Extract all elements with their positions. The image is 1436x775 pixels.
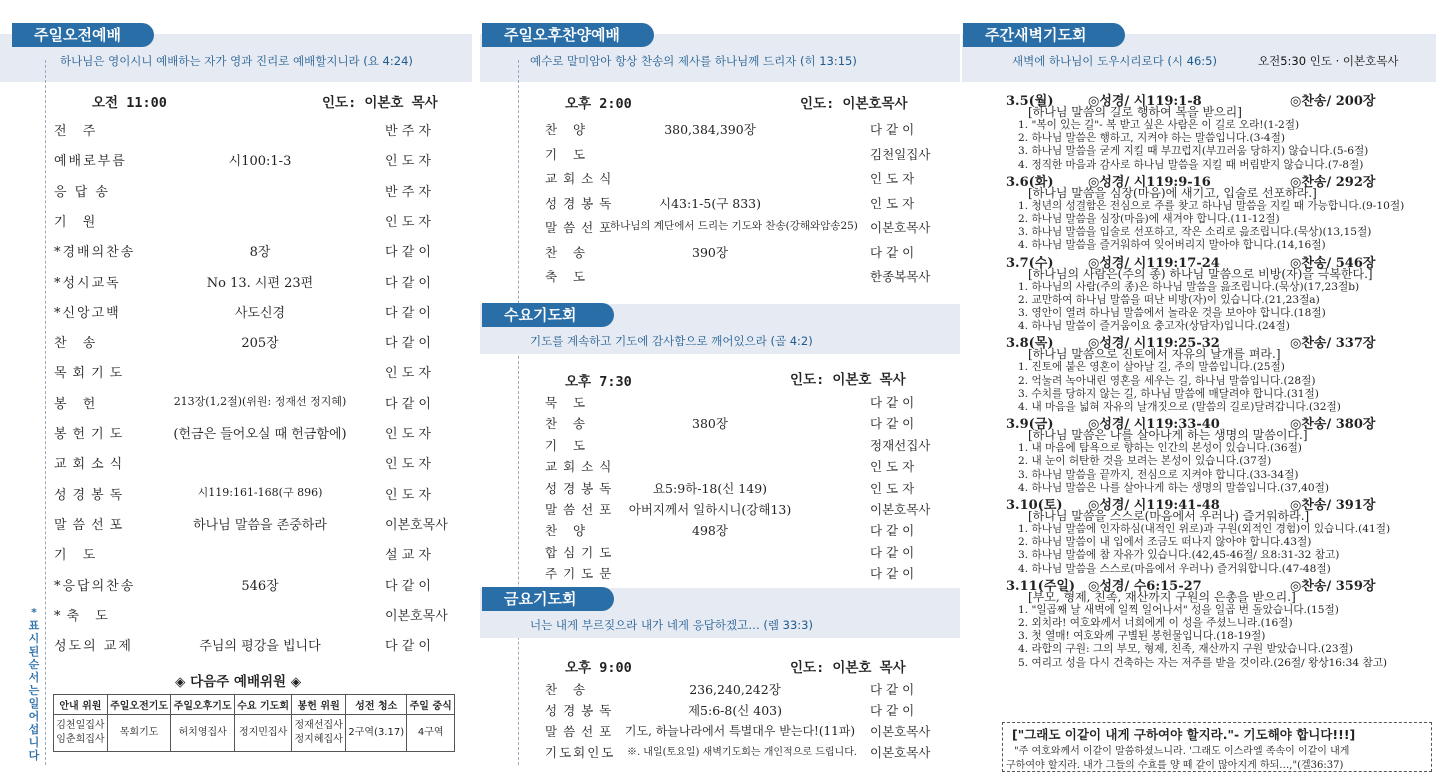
order-person: 다 같 이 <box>870 682 915 697</box>
day-point: 3. 하나님 말씀에 참 자유가 있습니다.(42,45-46절/ 요8:31-32 참고) <box>1018 549 1340 562</box>
day-point: 1. 진토에 붙은 영혼이 살아날 길, 주의 말씀입니다.(25절) <box>1018 361 1285 374</box>
wednesday-leader: 인도: 이본호 목사 <box>790 372 906 388</box>
day-date: 3.9(금) <box>1006 417 1054 433</box>
day-point: 2. 외치라! 여호와께서 너희에게 이 성을 주셨느니라.(16절) <box>1018 617 1293 629</box>
order-person: 반 주 자 <box>385 124 431 139</box>
order-content: 380,384,390장 <box>664 122 756 137</box>
dawn-service-title: 주간새벽기도회 <box>963 23 1125 47</box>
order-label: 말씀선포 <box>545 724 618 739</box>
morning-leader: 인도: 이본호 목사 <box>322 95 438 111</box>
wednesday-time: 오후 7:30 <box>565 374 632 390</box>
day-hymn: ◎찬송/ 200장 <box>1290 94 1376 109</box>
day-scripture: ◎성경/ 시119:17-24 <box>1088 255 1220 271</box>
order-label: 말씀선포 <box>54 517 129 533</box>
day-scripture: ◎성경/ 수6:15-27 <box>1088 578 1202 594</box>
order-person: 다 같 이 <box>385 639 431 655</box>
prayer-quote-line1: "주 여호와께서 이같이 말씀하셨느니라. '그래도 이스라엘 족속이 이같이 내게 <box>1014 746 1350 757</box>
day-point: 1. 내 마음에 탐욕으로 향하는 인간의 본성이 있습니다.(36절) <box>1018 442 1302 455</box>
order-content: 요5:9하-18(신 149) <box>652 480 768 496</box>
day-scripture: ◎성경/ 시119:41-48 <box>1088 498 1220 513</box>
day-point: 1. "복이 있는 길"- 복 받고 싶은 사람은 이 길로 오라!(1-2절) <box>1018 119 1300 131</box>
staff-value-cell: 정지민집사 <box>234 715 291 752</box>
order-label: 찬 송 <box>545 244 592 260</box>
order-label: 찬 양 <box>545 523 592 539</box>
order-content: 기도, 하늘나라에서 특별대우 받는다!(11파) <box>624 724 856 738</box>
order-label: *응답의찬송 <box>54 578 136 594</box>
day-hymn: ◎찬송/ 380장 <box>1290 417 1376 433</box>
order-content: (헌금은 들어오실 때 헌금함에) <box>173 427 347 442</box>
staff-header-cell: 주일 중식 <box>407 695 455 715</box>
friday-verse: 너는 내게 부르짖으라 내가 네게 응답하겠고… (렘 33:3) <box>530 618 813 632</box>
order-person: 다 같 이 <box>385 275 431 291</box>
order-person: 인 도 자 <box>870 195 915 211</box>
order-person: 이본호목사 <box>870 745 931 760</box>
day-hymn: ◎찬송/ 391장 <box>1290 498 1376 513</box>
order-person: 반 주 자 <box>385 184 431 200</box>
order-label: 찬 송 <box>545 682 592 697</box>
day-theme: [하나님 말씀의 길로 행하여 복을 받으리] <box>1028 105 1242 119</box>
order-person: 이본호목사 <box>870 502 931 517</box>
order-label: 성경봉독 <box>54 487 129 503</box>
day-point: 3. 하나님 말씀을 입술로 선포하고, 작은 소리로 읊조립니다.(묵상)(13,15절) <box>1018 226 1372 239</box>
day-point: 2. 하나님 말씀을 심장(마음)에 새겨야 합니다.(11-12절) <box>1018 213 1280 225</box>
day-point: 4. 하나님 말씀이 즐거움이요 충고자(상담자)입니다.(24절) <box>1018 320 1290 333</box>
day-theme: [하나님 말씀을 스스로(마음에서 우러나) 즐거워하라.] <box>1028 509 1310 523</box>
order-content: 390장 <box>692 244 728 260</box>
order-content: 하나님의 계단에서 드리는 기도와 찬송(강해와암송25) <box>610 220 858 232</box>
order-person: 인 도 자 <box>385 427 431 442</box>
staff-header-cell: 수요 기도회 <box>234 695 291 715</box>
prayer-quote-title: ["그래도 이같이 내게 구하여야 할지라."- 기도해야 합니다!!!] <box>1012 727 1356 742</box>
order-label: 찬 송 <box>54 336 102 352</box>
order-label: 주기도문 <box>545 566 618 582</box>
day-point: 2. 하나님 말씀이 내 입에서 조금도 떠나지 않아야 합니다.43절) <box>1018 536 1312 549</box>
staff-value-cell: 정재선집사 정지혜집사 <box>292 715 346 752</box>
day-theme: [부모, 형제, 친족, 재산까지 구원의 은총을 받으리.] <box>1028 589 1296 604</box>
order-person: 인 도 자 <box>385 457 431 473</box>
order-label: 봉헌기도 <box>54 427 129 442</box>
order-content: 8장 <box>249 245 271 261</box>
day-point: 4. 라합의 구원: 그의 부모, 형제, 친족, 재산까지 구원 받았습니다.(23절) <box>1018 643 1354 656</box>
order-content: 546장 <box>241 578 279 594</box>
day-theme: [하나님 말씀으로 진토에서 자유의 날개를 펴라.] <box>1028 347 1281 362</box>
order-label: *신앙고백 <box>54 305 121 321</box>
day-point: 1. "일곱째 날 새벽에 일찍 일어나서" 성을 일곱 번 돌았습니다.(15절) <box>1018 603 1339 616</box>
staff-header-row <box>54 695 455 715</box>
order-label: 예배로부름 <box>54 154 127 170</box>
day-hymn: ◎찬송/ 337장 <box>1290 336 1376 352</box>
order-label: 기 도 <box>545 437 592 453</box>
next-week-staff-table <box>53 694 455 752</box>
morning-verse: 하나님은 영이시니 예배하는 자가 영과 진리로 예배할지니라 (요 4:24) <box>60 54 413 68</box>
order-person: 다 같 이 <box>870 416 915 432</box>
order-person: 설 교 자 <box>385 548 431 564</box>
day-point: 4. 하나님 말씀을 스스로(마음에서 우러나) 즐거워합니다.(47-48절) <box>1018 562 1331 575</box>
day-date: 3.10(토) <box>1006 498 1063 513</box>
staff-header-cell: 안내 위원 <box>54 695 108 715</box>
order-person: 다 같 이 <box>385 245 431 261</box>
divider <box>518 60 519 765</box>
day-point: 1. 청년의 성결함은 전심으로 주를 찾고 하나님 말씀을 지킬 때 가능합니다.(9-10절) <box>1018 199 1405 212</box>
order-person: 김천일집사 <box>870 146 931 162</box>
day-hymn: ◎찬송/ 292장 <box>1290 174 1376 190</box>
day-point: 4. 정직한 마음과 감사로 하나님 말씀을 지킬 때 버림받지 않습니다.(7-8절) <box>1018 158 1364 171</box>
day-theme: [하나님 말씀을 심장(마음)에 새기고, 입술로 선포하라.] <box>1028 185 1317 200</box>
day-hymn: ◎찬송/ 359장 <box>1290 578 1376 594</box>
order-label: 기 도 <box>545 146 592 162</box>
next-week-title: ◈ 다음주 예배위원 ◈ <box>175 674 302 690</box>
day-date: 3.7(수) <box>1006 255 1054 271</box>
day-point: 5. 여리고 성을 다시 건축하는 자는 저주를 받을 것이라.(26절/ 왕상16:34 참고) <box>1018 656 1388 669</box>
day-scripture: ◎성경/ 시119:1-8 <box>1088 94 1202 109</box>
staff-header-cell: 성전 청소 <box>346 695 407 715</box>
afternoon-time: 오후 2:00 <box>565 96 632 112</box>
staff-value-cell: 목회기도 <box>107 715 171 752</box>
order-content: 380장 <box>692 416 728 432</box>
order-label: 교회소식 <box>545 459 618 475</box>
order-person: 다 같 이 <box>870 703 915 718</box>
order-label: 기도회인도 <box>545 745 616 760</box>
morning-time: 오전 11:00 <box>92 95 167 111</box>
order-person: 다 같 이 <box>385 305 431 321</box>
order-person: 인 도 자 <box>385 214 431 230</box>
order-person: 다 같 이 <box>870 244 915 260</box>
order-label: 찬 송 <box>545 416 592 432</box>
staff-header-cell: 봉헌 위원 <box>292 695 346 715</box>
order-label: 말씀선포 <box>545 502 618 517</box>
order-content: 236,240,242장 <box>689 682 781 697</box>
order-content: 아버지께서 일하시니(강해13) <box>628 502 792 517</box>
order-content: 사도신경 <box>234 305 286 321</box>
order-content: ※. 내일(토요일) 새벽기도회는 개인적으로 드립니다. <box>626 747 858 758</box>
afternoon-leader: 인도: 이본호목사 <box>800 96 908 112</box>
order-person: 인 도 자 <box>385 154 431 170</box>
order-content: 213장(1,2절)(위원: 정재선 정지혜) <box>173 394 347 408</box>
order-label: 성경봉독 <box>545 480 618 496</box>
friday-time: 오후 9:00 <box>565 660 632 676</box>
order-label: 합심기도 <box>545 544 618 560</box>
order-label: 전 주 <box>54 124 102 139</box>
day-point: 3. 영안이 열려 하나님 말씀에서 놀라운 것을 보아야 합니다.(18절) <box>1018 307 1326 319</box>
order-label: 교회소식 <box>54 457 129 473</box>
order-content: No 13. 시편 23편 <box>206 275 314 291</box>
day-scripture: ◎성경/ 시119:9-16 <box>1088 174 1211 190</box>
wednesday-service-title: 수요기도회 <box>482 303 614 327</box>
day-point: 3. 하나님 말씀을 끝까지, 전심으로 지켜야 합니다.(33-34절) <box>1018 468 1299 481</box>
afternoon-service-title: 주일오후찬양예배 <box>482 23 654 47</box>
day-point: 4. 내 마음을 넓혀 자유의 날개짓으로 (말씀의 길로)달려갑니다.(32절) <box>1018 401 1341 413</box>
staff-header-cell: 주일오전기도 <box>107 695 171 715</box>
day-point: 1. 하나님 말씀에 인자하심(내적인 위로)과 구원(외적인 경험)이 있습니다.(41절) <box>1018 523 1391 535</box>
day-hymn: ◎찬송/ 546장 <box>1290 255 1376 271</box>
order-label: *축 도 <box>54 608 114 624</box>
order-content: 제5:6-8(신 403) <box>687 703 783 718</box>
order-person: 다 같 이 <box>870 544 915 560</box>
order-person: 다 같 이 <box>385 336 431 352</box>
dawn-verse: 새벽에 하나님이 도우시리로다 (시 46:5) <box>1012 54 1217 68</box>
order-content: 시43:1-5(구 833) <box>659 195 761 211</box>
staff-value-cell: 2구역(3.17) <box>346 715 407 752</box>
staff-value-cell: 허치영집사 <box>171 715 235 752</box>
day-point: 3. 하나님 말씀을 굳게 지킬 때 부끄럽지(부끄러움 당하지) 않습니다.(5-6절) <box>1018 145 1369 158</box>
order-label: *경배의찬송 <box>54 245 136 261</box>
order-person: 이본호목사 <box>870 220 931 235</box>
staff-value-cell: 4구역 <box>407 715 455 752</box>
day-point: 4. 하나님 말씀은 나를 살아나게 하는 생명의 말씀입니다.(37,40절) <box>1018 481 1330 494</box>
day-date: 3.8(목) <box>1006 336 1054 352</box>
divider <box>45 60 46 765</box>
order-label: 찬 양 <box>545 122 592 137</box>
order-label: 교회소식 <box>545 171 618 186</box>
order-content: 498장 <box>692 523 728 539</box>
afternoon-verse: 예수로 말미암아 항상 찬송의 제사를 하나님께 드리자 (히 13:15) <box>530 54 857 68</box>
order-label: 기 도 <box>54 548 102 564</box>
day-point: 3. 수치를 당하지 않는 길, 하나님 말씀에 매달려야 합니다.(31절) <box>1018 387 1319 400</box>
order-person: 다 같 이 <box>385 578 431 594</box>
order-person: 이본호목사 <box>385 608 448 624</box>
order-person: 인 도 자 <box>870 459 915 475</box>
order-label: 응 답 송 <box>54 184 110 200</box>
order-label: 묵 도 <box>545 395 592 410</box>
order-label: 축 도 <box>545 269 592 284</box>
order-person: 이본호목사 <box>870 724 931 739</box>
day-point: 2. 내 눈이 허탄한 것을 보려는 본성이 있습니다.(37절) <box>1018 455 1272 468</box>
order-label: *성시교독 <box>54 275 121 291</box>
order-content: 시100:1-3 <box>228 154 292 170</box>
order-person: 인 도 자 <box>870 480 915 496</box>
day-point: 2. 하나님 말씀은 행하고, 지켜야 하는 말씀입니다.(3-4절) <box>1018 132 1286 145</box>
day-point: 4. 하나님 말씀을 즐거워하여 잊어버리지 말아야 합니다.(14,16절) <box>1018 239 1326 252</box>
prayer-quote-line2: 구하여야 할지라. 내가 그들의 수효를 양 떼 같이 많아지게 하되…,"(겔36:37) <box>1006 760 1344 771</box>
morning-service-title: 주일오전예배 <box>12 23 154 47</box>
staff-header-cell: 주일오후기도 <box>171 695 235 715</box>
day-scripture: ◎성경/ 시119:25-32 <box>1088 336 1220 352</box>
wednesday-verse: 기도를 계속하고 기도에 감사함으로 깨어있으라 (골 4:2) <box>530 334 813 348</box>
order-content: 주님의 평강을 빕니다 <box>199 639 321 655</box>
order-label: 기 원 <box>54 214 102 230</box>
order-label: 성경봉독 <box>545 195 618 211</box>
day-point: 1. 하나님의 사람(주의 종)은 하나님 말씀을 읊조립니다.(묵상)(17,23절b) <box>1018 280 1360 293</box>
order-person: 다 같 이 <box>870 395 915 410</box>
day-theme: [하나님의 사람은(주의 종) 하나님 말씀으로 비방(자)을 극복한다.] <box>1028 266 1373 281</box>
order-person: 인 도 자 <box>385 366 431 382</box>
day-date: 3.11(주일) <box>1006 578 1076 594</box>
friday-service-title: 금요기도회 <box>482 587 614 611</box>
order-label: 목회기도 <box>54 366 129 382</box>
order-label: 성경봉독 <box>545 703 618 718</box>
order-person: 다 같 이 <box>870 122 915 137</box>
order-person: 한종복목사 <box>870 269 931 284</box>
day-point: 3. 첫 열매! 여호와께 구별된 봉헌물입니다.(18-19절) <box>1018 630 1266 643</box>
day-point: 2. 교만하여 하나님 말씀을 떠난 비방(자)이 있습니다.(21,23절a) <box>1018 293 1320 306</box>
staff-value-cell: 김천일집사 임춘희집사 <box>54 715 108 752</box>
order-person: 다 같 이 <box>385 396 431 412</box>
day-scripture: ◎성경/ 시119:33-40 <box>1088 417 1220 433</box>
standing-note: *표시된 순서는 일어섭니다 <box>28 606 40 762</box>
day-date: 3.5(월) <box>1006 94 1054 109</box>
order-label: 성도의 교제 <box>54 639 133 655</box>
order-person: 이본호목사 <box>385 517 448 533</box>
order-content: 시119:161-168(구 896) <box>197 485 323 499</box>
staff-value-row <box>54 715 455 752</box>
order-label: 봉 헌 <box>54 396 102 412</box>
dawn-time-leader: 오전5:30 인도 · 이본호목사 <box>1258 54 1399 68</box>
day-theme: [하나님 말씀은 나를 살아나게 하는 생명의 말씀이다.] <box>1028 428 1308 443</box>
order-person: 인 도 자 <box>870 171 915 186</box>
order-content: 하나님 말씀을 존중하라 <box>193 517 327 533</box>
order-person: 다 같 이 <box>870 523 915 539</box>
order-person: 정재선집사 <box>870 437 931 453</box>
order-person: 다 같 이 <box>870 566 915 582</box>
order-label: 말씀선포 <box>545 220 618 235</box>
friday-leader: 인도: 이본호 목사 <box>790 660 906 676</box>
order-person: 인 도 자 <box>385 487 431 503</box>
day-point: 2. 억눌려 녹아내린 영혼을 세우는 길, 하나님 말씀입니다.(28절) <box>1018 374 1316 387</box>
day-date: 3.6(화) <box>1006 174 1054 190</box>
order-content: 205장 <box>241 336 279 352</box>
